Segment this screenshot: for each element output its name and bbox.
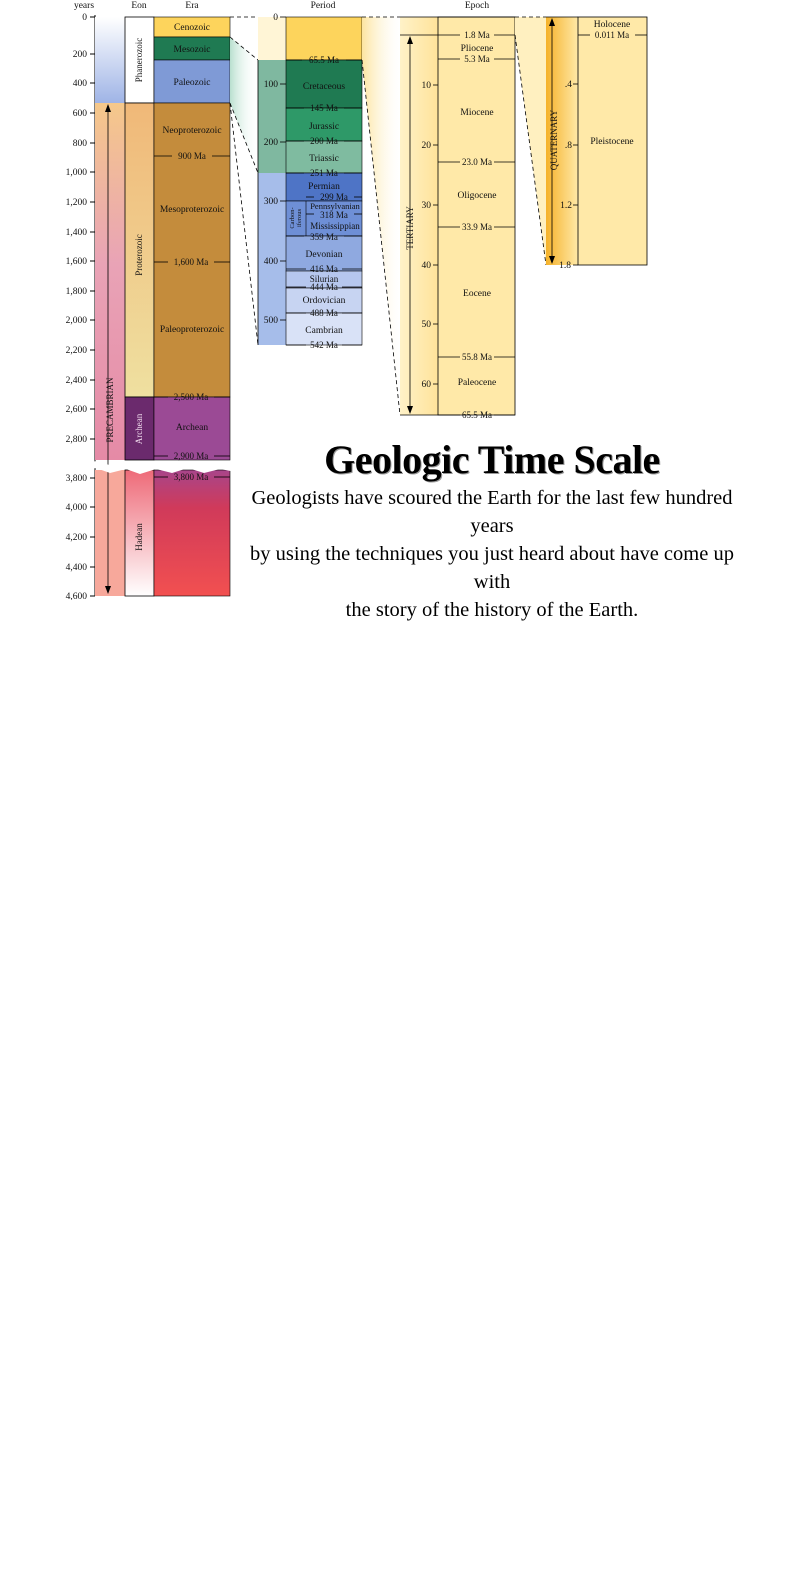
era-boundary-2900: 2,900 Ma <box>173 451 209 461</box>
period-tick-label: 100 <box>263 80 278 90</box>
tertiary-tick-label: 10 <box>421 81 431 91</box>
quaternary-tick-label: .4 <box>564 80 572 90</box>
period-boundary-488: 488 Ma <box>310 308 338 318</box>
eon-header: Eon <box>131 1 147 11</box>
left-tick-label: 1,800 <box>65 287 87 297</box>
left-tick-label: 2,800 <box>65 435 87 445</box>
left-tick-label: 800 <box>72 139 87 149</box>
quaternary-label: QUATERNARY <box>549 109 559 171</box>
precambrian-label: PRECAMBRIAN <box>105 377 115 443</box>
tertiary-tick-label: 50 <box>421 320 431 330</box>
quaternary-holocene-boundary: 0.011 Ma <box>594 30 630 40</box>
epoch-to-quaternary-connector <box>515 17 546 265</box>
description-line: the story of the history of the Earth. <box>345 599 639 621</box>
period-to-epoch-connector <box>362 17 400 415</box>
page-title: Geologic Time Scale <box>324 437 660 482</box>
description-line: by using the techniques you just heard about have come up with <box>250 543 734 593</box>
left-axis-tick-marks <box>90 17 95 596</box>
left-tick-label: 2,600 <box>65 405 87 415</box>
epoch-eocene-label: Eocene <box>463 289 491 299</box>
period-ordovician-label: Ordovician <box>302 296 346 306</box>
period-cenozoic-fill <box>286 17 362 60</box>
left-axis-ticks <box>66 13 88 600</box>
quaternary-holocene-label: Holocene <box>593 20 631 30</box>
era-header: Era <box>185 1 199 11</box>
period-triassic-label: Triassic <box>309 154 339 164</box>
epoch-boundary-55-8: 55.8 Ma <box>462 352 492 362</box>
period-boundary-65: 65.5 Ma <box>309 55 339 65</box>
eon-hadean-label: Hadean <box>134 523 144 551</box>
period-boundary-359: 359 Ma <box>310 232 338 242</box>
left-tick-label: 400 <box>72 79 87 89</box>
title-block <box>232 438 752 624</box>
tertiary-label: TERTIARY <box>405 206 415 250</box>
period-permian-label: Permian <box>308 182 340 192</box>
left-tick-label: 1,000 <box>65 168 87 178</box>
era-boundary-900: 900 Ma <box>178 151 206 161</box>
tertiary-tick-label: 20 <box>421 141 431 151</box>
epoch-boundary-5-3: 5.3 Ma <box>464 54 490 64</box>
era-boundary-3800: 3,800 Ma <box>173 472 209 482</box>
left-tick-label: 2,200 <box>65 346 87 356</box>
eon-proterozoic-label: Proterozoic <box>134 234 144 276</box>
quaternary-tick-label: .8 <box>564 141 572 151</box>
precambrian-band-lower <box>95 470 125 596</box>
epoch-boundary-1-8: 1.8 Ma <box>464 30 490 40</box>
era-paleozoic-label: Paleozoic <box>173 78 211 88</box>
period-boundary-145: 145 Ma <box>310 103 338 113</box>
era-paleoproterozoic-label: Paleoproterozoic <box>159 325 225 335</box>
period-cretaceous-label: Cretaceous <box>302 82 346 92</box>
left-tick-label: 1,200 <box>65 198 87 208</box>
era-boundary-2500: 2,500 Ma <box>173 392 209 402</box>
period-pennsylvanian-label: Pennsylvanian <box>310 201 360 211</box>
period-tick-label: 300 <box>263 197 278 207</box>
epoch-boundary-33-9: 33.9 Ma <box>462 222 492 232</box>
left-tick-label: 2,000 <box>65 316 87 326</box>
era-neoproterozoic-label: Neoproterozoic <box>162 126 222 136</box>
period-devonian-label: Devonian <box>305 250 343 260</box>
epoch-boundary-23: 23.0 Ma <box>462 157 492 167</box>
period-tick-label: 0 <box>273 13 278 23</box>
period-tick-label: 500 <box>263 316 278 326</box>
period-boundary-299: 299 Ma <box>320 192 348 202</box>
era-cenozoic-label: Cenozoic <box>174 23 210 33</box>
eon-archean-label: Archean <box>134 413 144 445</box>
epoch-boundary-65-5: 65.5 Ma <box>462 410 492 420</box>
period-boundary-444: 444 Ma <box>310 282 338 292</box>
period-axis-band-mesozoic <box>258 60 286 173</box>
left-tick-label: 1,600 <box>65 257 87 267</box>
left-tick-label: 3,800 <box>65 474 87 484</box>
epoch-paleocene-label: Paleocene <box>457 378 497 388</box>
description-line: Geologists have scoured the Earth for the last few hundred years <box>251 487 733 537</box>
left-tick-label: 1,400 <box>65 228 87 238</box>
period-boundary-542: 542 Ma <box>310 340 338 350</box>
left-tick-label: 2,400 <box>65 376 87 386</box>
period-boundary-251: 251 Ma <box>310 168 338 178</box>
period-mississippian-label: Mississippian <box>310 221 360 231</box>
description <box>232 484 752 624</box>
era-hadean <box>154 470 230 596</box>
left-tick-label: 4,600 <box>65 592 87 600</box>
period-cambrian-label: Cambrian <box>305 326 343 336</box>
period-carboniferous-label-1: Carbon- <box>289 207 296 229</box>
years-header: years <box>73 1 95 11</box>
era-proterozoic-block <box>154 103 230 397</box>
period-tick-label: 400 <box>263 257 278 267</box>
period-header: Period <box>310 1 336 11</box>
period-tick-label: 200 <box>263 138 278 148</box>
left-tick-label: 600 <box>72 109 87 119</box>
era-boundary-1600: 1,600 Ma <box>173 257 209 267</box>
quaternary-tick-label: 1.8 <box>559 261 571 271</box>
left-tick-label: 4,000 <box>65 503 87 513</box>
era-archean-label: Archean <box>175 423 209 433</box>
era-mesoproterozoic-label: Mesoproterozoic <box>159 205 225 215</box>
epoch-header: Epoch <box>464 1 490 11</box>
epoch-miocene-label: Miocene <box>460 108 494 118</box>
eon-phanerozoic-label: Phanerozoic <box>134 37 144 83</box>
tertiary-tick-label: 40 <box>421 261 431 271</box>
period-boundary-416: 416 Ma <box>310 264 338 274</box>
quaternary-tick-label: 1.2 <box>560 201 572 211</box>
era-to-period-connector <box>230 37 258 173</box>
left-tick-label: 4,400 <box>65 563 87 573</box>
quaternary-pleistocene-label: Pleistocene <box>590 137 634 147</box>
left-tick-label: 200 <box>72 50 87 60</box>
period-axis-band-top <box>258 17 286 60</box>
epoch-pliocene-label: Pliocene <box>460 44 494 54</box>
epoch-oligocene-label: Oligocene <box>457 191 497 201</box>
left-tick-label: 0 <box>82 13 87 23</box>
period-carboniferous-label-2: iferous <box>296 208 303 228</box>
era-mesozoic-label: Mesozoic <box>173 45 211 55</box>
tertiary-tick-label: 60 <box>421 380 431 390</box>
period-boundary-318: 318 Ma <box>320 210 348 220</box>
period-jurassic-label: Jurassic <box>308 122 340 132</box>
period-silurian-label: Silurian <box>309 274 339 284</box>
tertiary-tick-label: 30 <box>421 201 431 211</box>
period-boundary-200: 200 Ma <box>310 136 338 146</box>
left-tick-label: 4,200 <box>65 533 87 543</box>
phanerozoic-band <box>95 17 125 103</box>
